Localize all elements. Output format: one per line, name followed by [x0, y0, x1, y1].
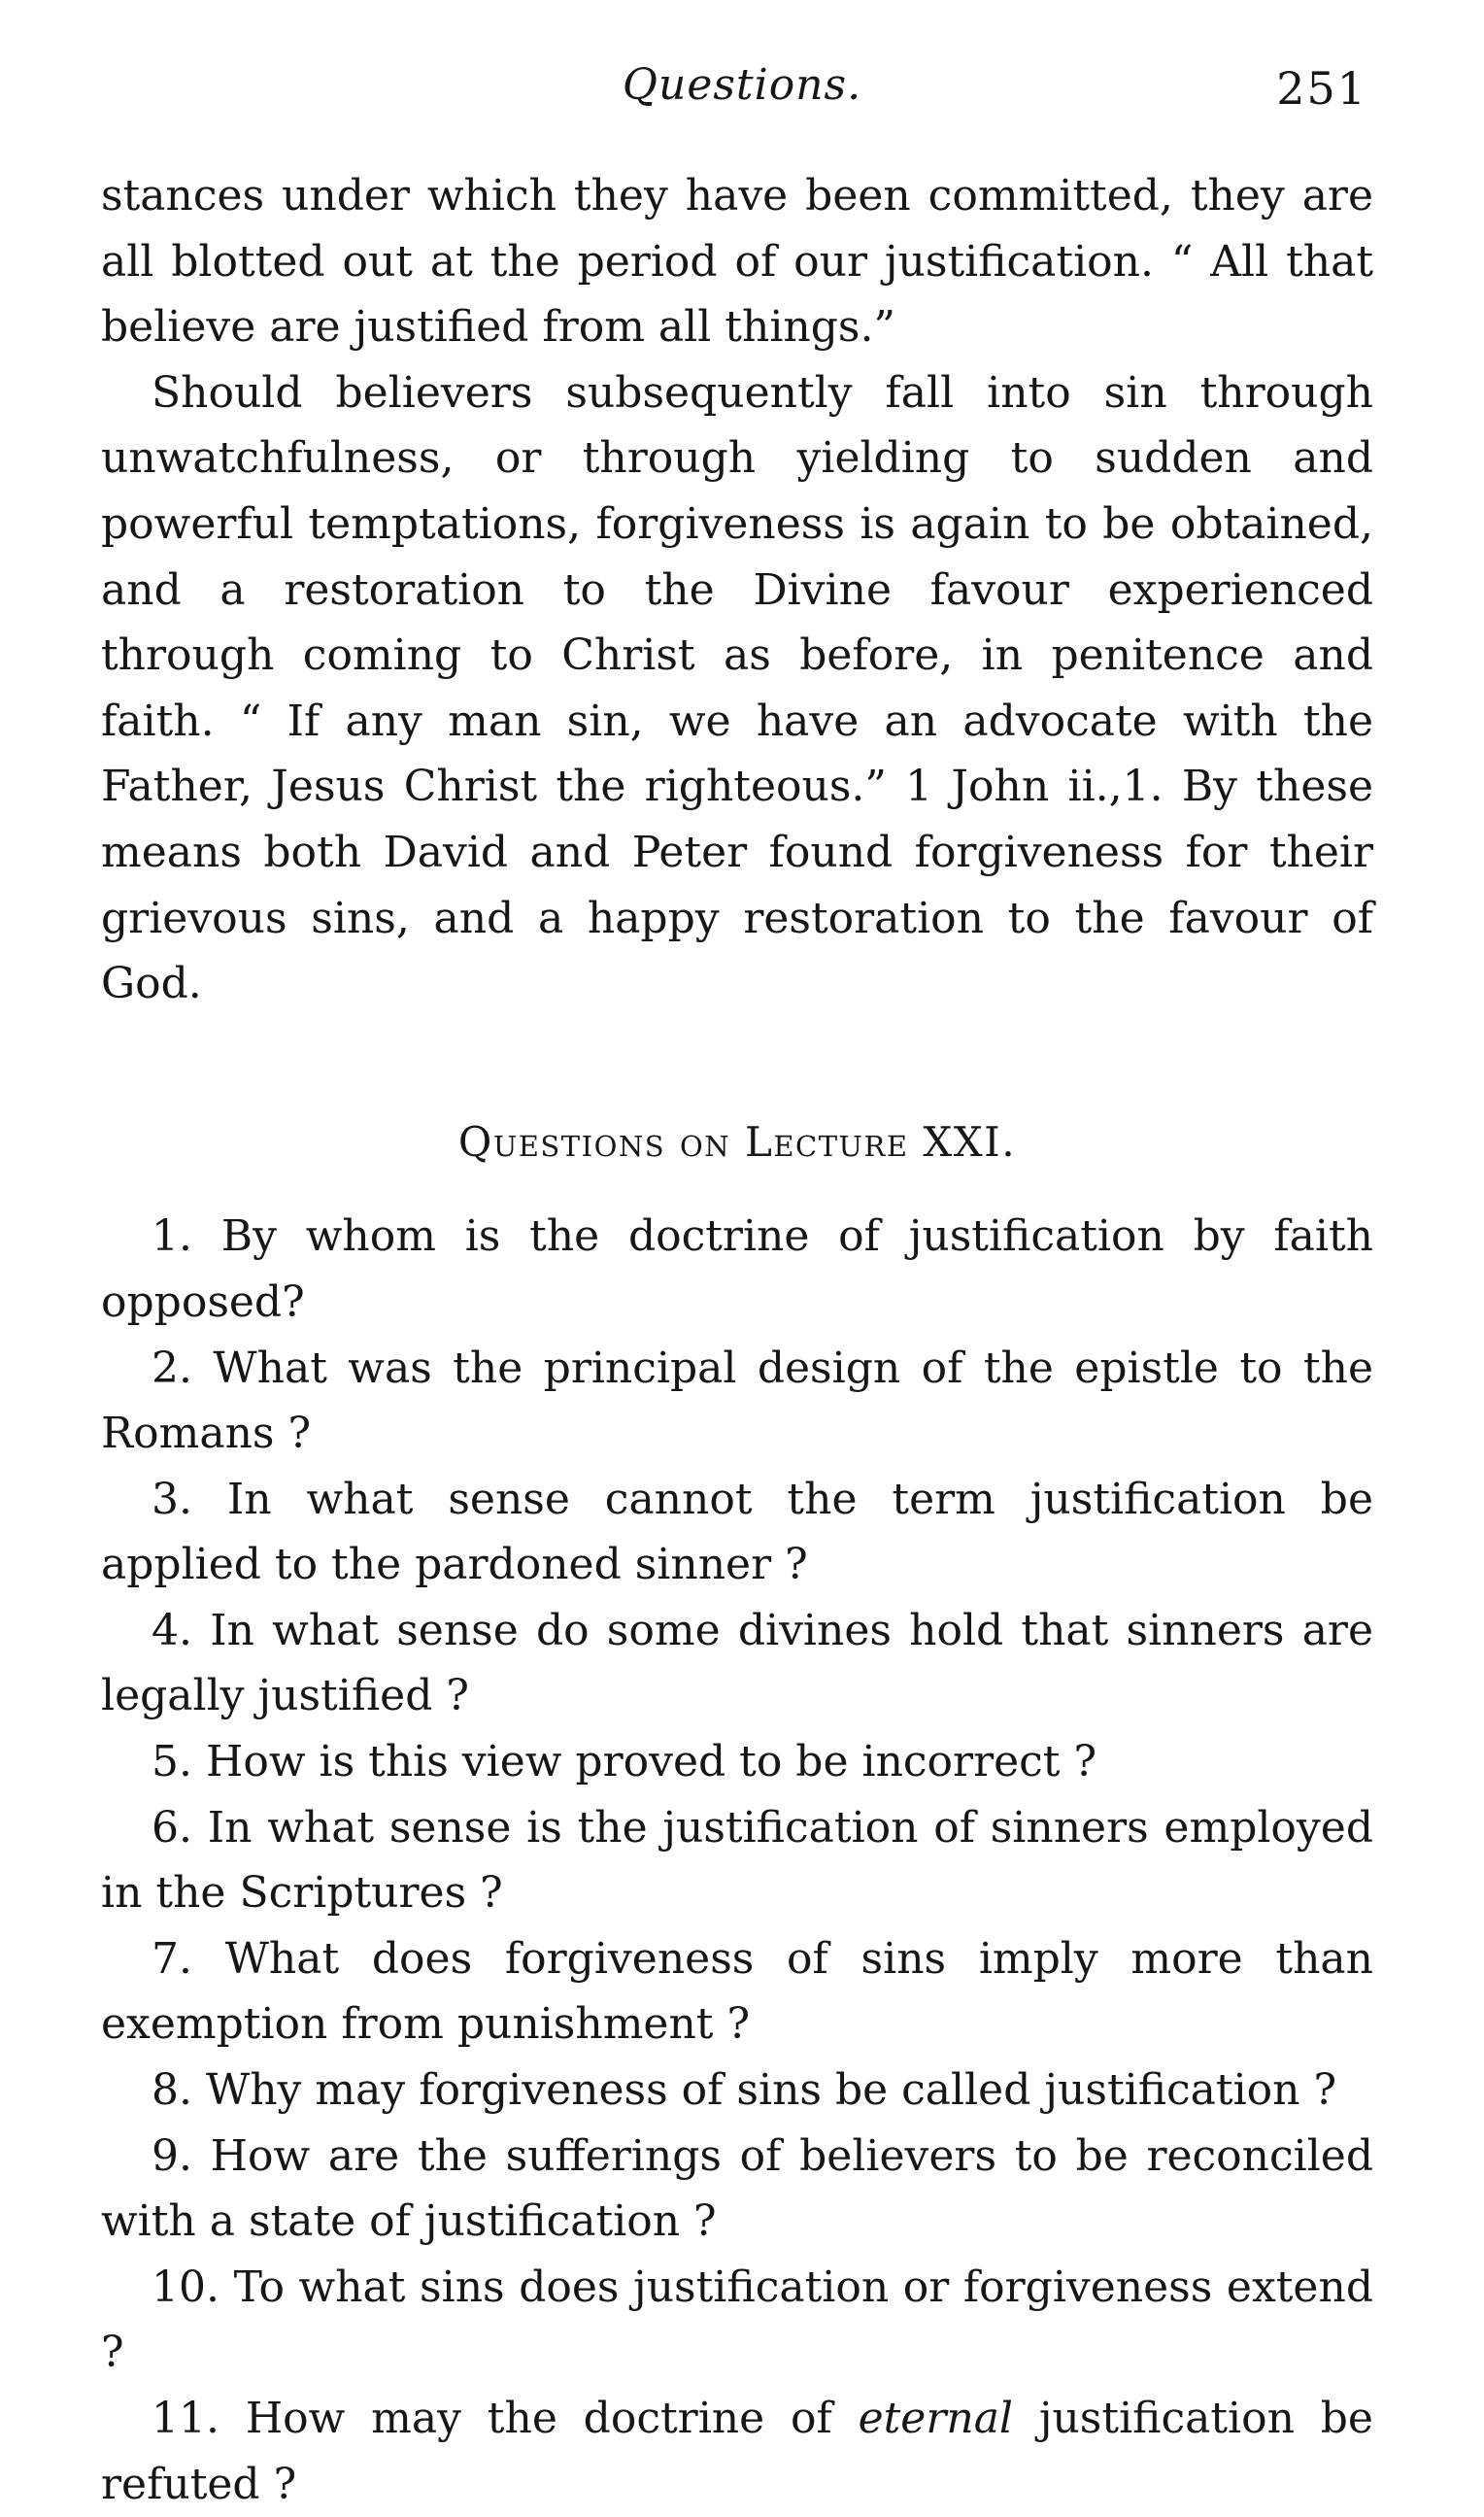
questions-list — [101, 1204, 1373, 2517]
question-number: 1. — [152, 1211, 192, 1262]
question-text: To what sins does justification or forgiveness extend ? — [101, 2262, 1373, 2378]
question-item — [101, 2058, 1373, 2124]
question-number: 5. — [152, 1737, 192, 1787]
question-item — [101, 1729, 1373, 1795]
question-text: What does forgiveness of sins imply more than exemption from punishment ? — [101, 1933, 1373, 2050]
question-number: 11. — [152, 2394, 219, 2443]
question-number: 4. — [152, 1605, 192, 1655]
question-number: 8. — [152, 2065, 192, 2116]
question-number: 10. — [152, 2262, 219, 2312]
page-number: 251 — [1276, 62, 1367, 115]
question-item — [101, 1336, 1373, 1467]
question-item — [101, 1204, 1373, 1335]
question-item — [101, 1926, 1373, 2058]
question-text: In what sense do some divines hold that sinners are legally justified ? — [101, 1605, 1373, 1721]
question-item — [101, 2124, 1373, 2255]
running-title: Questions. — [622, 60, 862, 110]
question-text: justification be refuted ? — [101, 2394, 1373, 2509]
paragraph-forgiveness: Should believers subsequently fall into sin through unwatchfulness, or through yielding to sudden and powerful temptations, forgiveness is again to be obtained, and a restoration to the Divine favour experienced through coming to Christ as before, in penitence and faith. “ If any man sin, we have an advocate with the Father, Jesus Christ the righteous.” 1 John ii.,1. By these means both David and Peter found forgiveness for their grievous sins, and a happy restoration to the favour of God. — [101, 367, 1373, 1009]
question-text: How is this view proved to be incorrect ? — [205, 1737, 1097, 1787]
question-number: 9. — [152, 2130, 192, 2181]
question-item — [101, 2386, 1373, 2517]
question-text: In what sense cannot the term justification be applied to the pardoned sinner ? — [101, 1474, 1373, 1590]
question-number: 2. — [152, 1343, 192, 1393]
question-number: 7. — [152, 1933, 192, 1984]
question-text: By whom is the doctrine of justification by faith opposed? — [101, 1211, 1373, 1327]
question-text: How are the sufferings of believers to be reconciled with a state of justification ? — [101, 2130, 1373, 2247]
question-text: What was the principal design of the epistle to the Romans ? — [101, 1343, 1373, 1459]
section-heading: Questions on Lecture XXI. — [457, 1117, 1017, 1166]
question-item — [101, 2255, 1373, 2386]
question-text: Why may forgiveness of sins be called justification ? — [205, 2065, 1337, 2116]
question-text: How may the doctrine of — [245, 2394, 832, 2443]
paragraph-continuation: stances under which they have been committed, they are all blotted out at the period of our justification. “ All that believe are justified from all things.” — [101, 171, 1373, 353]
question-number: 3. — [152, 1474, 192, 1524]
question-text: In what sense is the justification of sinners employed in the Scriptures ? — [101, 1802, 1373, 1919]
question-number: 6. — [152, 1802, 192, 1853]
question-item — [101, 1598, 1373, 1729]
page-body — [101, 163, 1373, 2517]
question-item — [101, 1795, 1373, 1926]
question-text-emphasis: eternal — [858, 2394, 1013, 2443]
question-item — [101, 1467, 1373, 1598]
